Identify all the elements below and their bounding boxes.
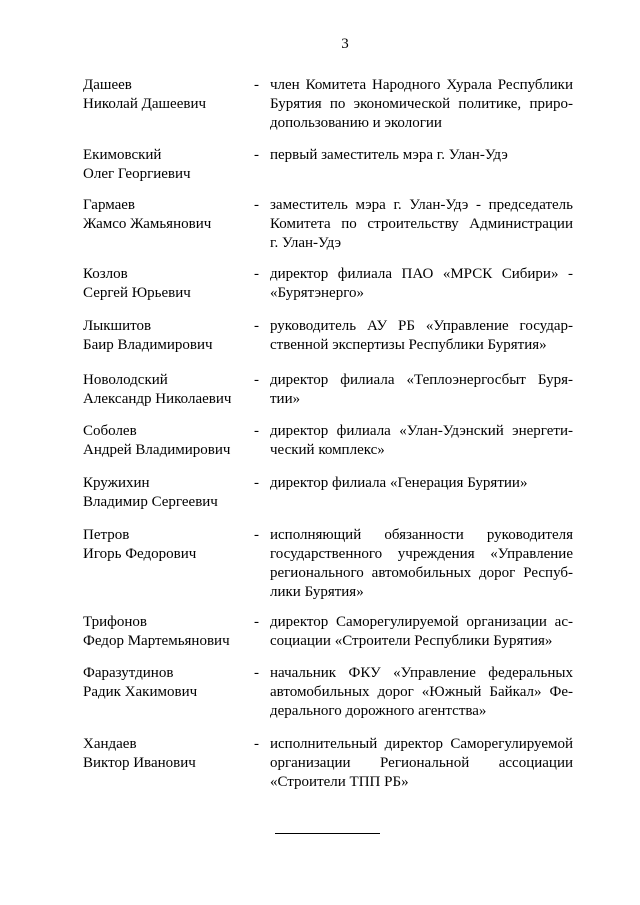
member-position [270,613,573,651]
member-surname: Екимовский [83,147,162,163]
position-line: директор Саморегулируемой организации ас- [270,614,573,630]
dash-separator: - [254,475,259,491]
position-line: государственного учреждения «Управление [270,546,573,562]
member-name [83,265,248,303]
member-surname: Соболев [83,423,137,439]
dash-separator: - [254,736,259,752]
member-name [83,76,248,114]
member-surname: Новолодский [83,372,168,388]
closing-rule [275,833,380,834]
dash-separator: - [254,372,259,388]
member-name [83,422,248,460]
dash-separator: - [254,614,259,630]
member-given-names: Жамсо Жамьянович [83,216,212,232]
member-surname: Лыкшитов [83,318,152,334]
member-name [83,474,248,512]
member-surname: Козлов [83,266,128,282]
member-surname: Хандаев [83,736,137,752]
position-line: начальник ФКУ «Управление федеральных [270,665,573,681]
position-line: Комитета по строительству Администрации [270,216,573,232]
member-given-names: Игорь Федорович [83,546,197,562]
position-line: директор филиала «Генерация Бурятии» [270,475,528,491]
position-line: г. Улан-Удэ [270,235,342,251]
dash-separator: - [254,318,259,334]
position-line: исполнительный директор Саморегулируемой [270,736,573,752]
member-surname: Дашеев [83,77,132,93]
dash-separator: - [254,147,259,163]
position-line: дерального дорожного агентства» [270,703,487,719]
member-surname: Петров [83,527,130,543]
member-position [270,371,573,409]
position-line: «Строители ТПП РБ» [270,774,409,790]
dash-separator: - [254,77,259,93]
position-line: директор филиала ПАО «МРСК Сибири» - [270,266,573,282]
member-given-names: Баир Владимирович [83,337,213,353]
member-position [270,146,573,165]
dash-separator: - [254,527,259,543]
position-line: ческий комплекс» [270,442,385,458]
member-position [270,735,573,792]
member-position [270,265,573,303]
member-name [83,526,248,564]
member-name [83,664,248,702]
position-line: директор филиала «Теплоэнергосбыт Буря- [270,372,573,388]
position-line: директор филиала «Улан-Удэнский энергети- [270,423,573,439]
position-line: «Бурятэнерго» [270,285,364,301]
member-name [83,371,248,409]
position-line: член Комитета Народного Хурала Республики [270,77,573,93]
member-position [270,526,573,602]
member-name [83,146,248,184]
member-surname: Трифонов [83,614,147,630]
member-position [270,422,573,460]
member-given-names: Олег Георгиевич [83,166,191,182]
position-line: социации «Строители Республики Бурятия» [270,633,553,649]
position-line: лики Бурятия» [270,584,364,600]
dash-separator: - [254,197,259,213]
member-name [83,196,248,234]
member-position [270,317,573,355]
position-line: организации Региональной ассоциации [270,755,573,771]
member-given-names: Андрей Владимирович [83,442,231,458]
member-given-names: Николай Дашеевич [83,96,207,112]
member-given-names: Виктор Иванович [83,755,196,771]
position-line: исполняющий обязанности руководителя [270,527,573,543]
member-given-names: Радик Хакимович [83,684,198,700]
member-surname: Гармаев [83,197,136,213]
position-line: ственной экспертизы Республики Бурятия» [270,337,547,353]
member-surname: Фаразутдинов [83,665,174,681]
position-line: заместитель мэра г. Улан-Удэ - председатель [270,197,573,213]
dash-separator: - [254,423,259,439]
position-line: тии» [270,391,301,407]
member-position [270,474,573,493]
dash-separator: - [254,266,259,282]
page-number: 3 [341,36,349,52]
member-given-names: Владимир Сергеевич [83,494,218,510]
position-line: регионального автомобильных дорог Респуб- [270,565,573,581]
position-line: автомобильных дорог «Южный Байкал» Фе- [270,684,573,700]
member-position [270,664,573,721]
position-line: допользованию и экологии [270,115,442,131]
member-surname: Кружихин [83,475,150,491]
member-given-names: Федор Мартемьянович [83,633,230,649]
dash-separator: - [254,665,259,681]
position-line: руководитель АУ РБ «Управление государ- [270,318,573,334]
member-name [83,735,248,773]
member-name [83,613,248,651]
position-line: Бурятия по экономической политике, приро- [270,96,573,112]
member-position [270,196,573,253]
member-position [270,76,573,133]
member-given-names: Сергей Юрьевич [83,285,191,301]
position-line: первый заместитель мэра г. Улан-Удэ [270,147,508,163]
member-name [83,317,248,355]
member-given-names: Александр Николаевич [83,391,232,407]
